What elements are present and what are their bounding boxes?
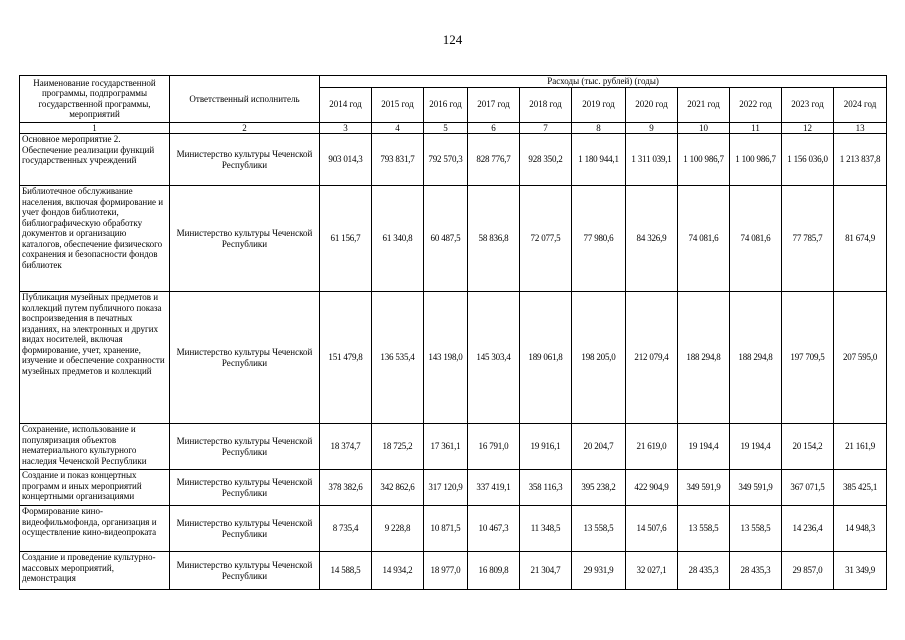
row-name: Формирование кино-видеофильмофонда, организация и осуществление кино-видеопроката [20, 506, 170, 552]
row-value: 136 535,4 [372, 292, 424, 424]
row-value: 828 776,7 [468, 134, 520, 186]
row-value: 19 194,4 [730, 424, 782, 470]
row-responsible: Министерство культуры Чеченской Республики [170, 424, 320, 470]
column-number: 4 [372, 122, 424, 134]
row-value: 367 071,5 [782, 470, 834, 506]
column-number: 2 [170, 122, 320, 134]
table-row [20, 292, 887, 424]
row-responsible: Министерство культуры Чеченской Республики [170, 470, 320, 506]
row-value: 60 487,5 [424, 186, 468, 292]
column-number: 8 [572, 122, 626, 134]
row-value: 21 304,7 [520, 552, 572, 590]
row-value: 385 425,1 [834, 470, 887, 506]
row-value: 61 340,8 [372, 186, 424, 292]
column-number: 3 [320, 122, 372, 134]
table-row [20, 506, 887, 552]
row-responsible: Министерство культуры Чеченской Республики [170, 186, 320, 292]
row-value: 395 238,2 [572, 470, 626, 506]
row-value: 19 916,1 [520, 424, 572, 470]
column-number: 11 [730, 122, 782, 134]
row-value: 10 467,3 [468, 506, 520, 552]
row-name: Создание и показ концертных программ и иных мероприятий концертными организациями [20, 470, 170, 506]
row-value: 1 213 837,8 [834, 134, 887, 186]
row-value: 197 709,5 [782, 292, 834, 424]
row-value: 28 435,3 [678, 552, 730, 590]
column-number: 10 [678, 122, 730, 134]
header-year: 2018 год [520, 87, 572, 122]
row-value: 13 558,5 [572, 506, 626, 552]
row-value: 32 027,1 [626, 552, 678, 590]
row-value: 337 419,1 [468, 470, 520, 506]
column-number: 13 [834, 122, 887, 134]
row-value: 17 361,1 [424, 424, 468, 470]
budget-table [19, 75, 887, 590]
row-value: 18 725,2 [372, 424, 424, 470]
row-value: 19 194,4 [678, 424, 730, 470]
row-value: 21 161,9 [834, 424, 887, 470]
row-value: 13 558,5 [678, 506, 730, 552]
column-number: 1 [20, 122, 170, 134]
row-value: 72 077,5 [520, 186, 572, 292]
row-name: Библиотечное обслуживание населения, включая формирование и учет фондов библиотеки, библиографическую обработку документов и организацию каталогов, обеспечение физического сохранения и безопасности фондов библиотек [20, 186, 170, 292]
row-responsible: Министерство культуры Чеченской Республики [170, 292, 320, 424]
row-value: 16 791,0 [468, 424, 520, 470]
row-value: 58 836,8 [468, 186, 520, 292]
row-value: 792 570,3 [424, 134, 468, 186]
row-value: 793 831,7 [372, 134, 424, 186]
row-name: Создание и проведение культурно-массовых мероприятий, демонстрация [20, 552, 170, 590]
row-value: 29 857,0 [782, 552, 834, 590]
row-value: 207 595,0 [834, 292, 887, 424]
row-value: 151 479,8 [320, 292, 372, 424]
row-value: 349 591,9 [730, 470, 782, 506]
row-value: 422 904,9 [626, 470, 678, 506]
row-value: 8 735,4 [320, 506, 372, 552]
row-value: 143 198,0 [424, 292, 468, 424]
header-year: 2024 год [834, 87, 887, 122]
row-value: 84 326,9 [626, 186, 678, 292]
row-value: 14 507,6 [626, 506, 678, 552]
row-value: 1 100 986,7 [730, 134, 782, 186]
row-value: 189 061,8 [520, 292, 572, 424]
row-value: 18 374,7 [320, 424, 372, 470]
row-value: 13 558,5 [730, 506, 782, 552]
row-value: 188 294,8 [730, 292, 782, 424]
row-value: 342 862,6 [372, 470, 424, 506]
row-value: 349 591,9 [678, 470, 730, 506]
row-value: 10 871,5 [424, 506, 468, 552]
row-value: 14 236,4 [782, 506, 834, 552]
table-row [20, 424, 887, 470]
table-row [20, 134, 887, 186]
row-value: 74 081,6 [678, 186, 730, 292]
header-year: 2017 год [468, 87, 520, 122]
row-responsible: Министерство культуры Чеченской Республики [170, 134, 320, 186]
row-responsible: Министерство культуры Чеченской Республики [170, 552, 320, 590]
row-value: 16 809,8 [468, 552, 520, 590]
table-row [20, 186, 887, 292]
header-year: 2014 год [320, 87, 372, 122]
header-year: 2020 год [626, 87, 678, 122]
table-header [20, 76, 887, 134]
header-year: 2021 год [678, 87, 730, 122]
row-value: 81 674,9 [834, 186, 887, 292]
column-number-row [20, 122, 887, 134]
row-name: Публикация музейных предметов и коллекций путем публичного показа воспроизведения в печатных изданиях, на электронных и других видах носителей, включая формирование, учет, хранение, изучение и обеспечение сохранности музейных предметов и коллекций [20, 292, 170, 424]
row-value: 31 349,9 [834, 552, 887, 590]
row-value: 1 311 039,1 [626, 134, 678, 186]
row-value: 29 931,9 [572, 552, 626, 590]
row-value: 317 120,9 [424, 470, 468, 506]
row-name: Основное мероприятие 2. Обеспечение реализации функций государственных учреждений [20, 134, 170, 186]
header-year: 2023 год [782, 87, 834, 122]
row-value: 21 619,0 [626, 424, 678, 470]
row-value: 188 294,8 [678, 292, 730, 424]
row-value: 18 977,0 [424, 552, 468, 590]
row-value: 198 205,0 [572, 292, 626, 424]
row-value: 928 350,2 [520, 134, 572, 186]
row-value: 1 156 036,0 [782, 134, 834, 186]
row-responsible: Министерство культуры Чеченской Республики [170, 506, 320, 552]
column-number: 5 [424, 122, 468, 134]
row-value: 212 079,4 [626, 292, 678, 424]
header-year: 2016 год [424, 87, 468, 122]
row-value: 74 081,6 [730, 186, 782, 292]
row-value: 903 014,3 [320, 134, 372, 186]
row-value: 358 116,3 [520, 470, 572, 506]
table-row [20, 470, 887, 506]
header-name: Наименование государственной программы, подпрограммы государственной программы, мероприятий [20, 76, 170, 123]
header-year: 2015 год [372, 87, 424, 122]
row-value: 28 435,3 [730, 552, 782, 590]
row-value: 14 934,2 [372, 552, 424, 590]
header-year: 2019 год [572, 87, 626, 122]
row-value: 77 980,6 [572, 186, 626, 292]
row-value: 1 180 944,1 [572, 134, 626, 186]
column-number: 7 [520, 122, 572, 134]
header-responsible: Ответственный исполнитель [170, 76, 320, 123]
column-number: 12 [782, 122, 834, 134]
header-year: 2022 год [730, 87, 782, 122]
header-row-top [20, 76, 887, 88]
row-value: 20 204,7 [572, 424, 626, 470]
row-name: Сохранение, использование и популяризация объектов нематериального культурного наследия Чеченской Республики [20, 424, 170, 470]
row-value: 20 154,2 [782, 424, 834, 470]
header-expenses: Расходы (тыс. рублей) (годы) [320, 76, 887, 88]
column-number: 9 [626, 122, 678, 134]
row-value: 14 948,3 [834, 506, 887, 552]
row-value: 77 785,7 [782, 186, 834, 292]
page-number: 124 [442, 32, 463, 47]
row-value: 9 228,8 [372, 506, 424, 552]
row-value: 145 303,4 [468, 292, 520, 424]
table-row [20, 552, 887, 590]
row-value: 61 156,7 [320, 186, 372, 292]
row-value: 1 100 986,7 [678, 134, 730, 186]
table-body [20, 134, 887, 590]
row-value: 14 588,5 [320, 552, 372, 590]
column-number: 6 [468, 122, 520, 134]
row-value: 11 348,5 [520, 506, 572, 552]
row-value: 378 382,6 [320, 470, 372, 506]
